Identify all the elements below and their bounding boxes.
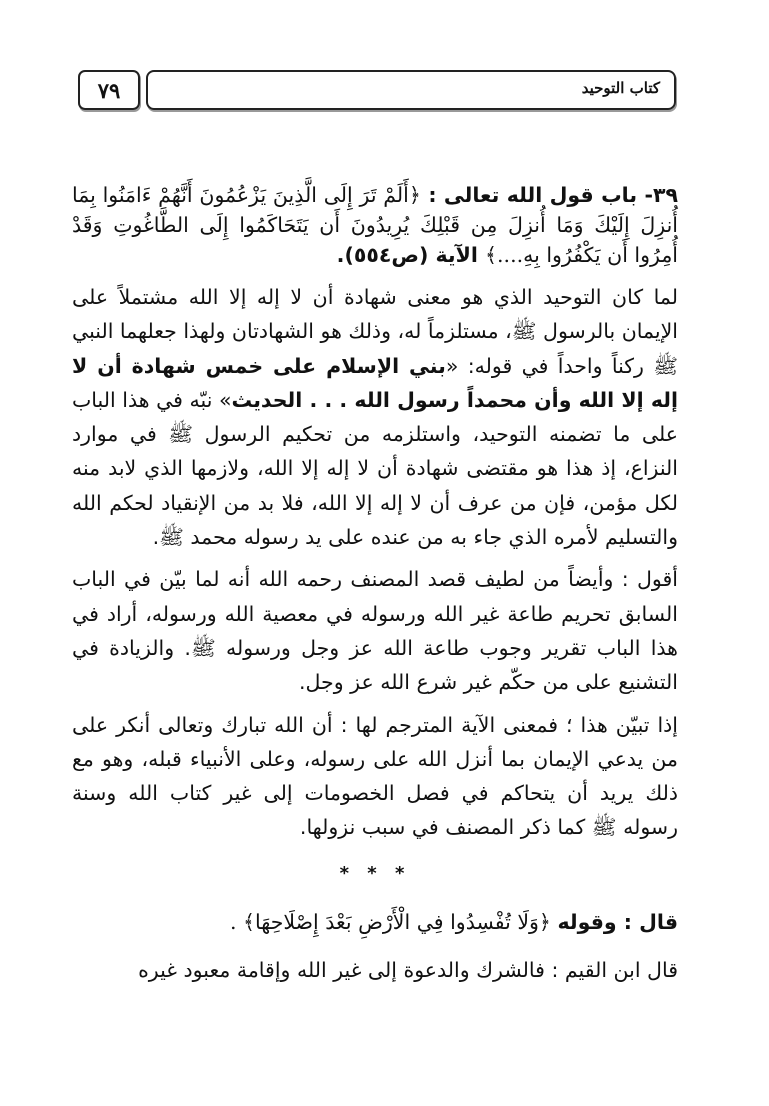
paragraph-3: إذا تبيّن هذا ؛ فمعنى الآية المترجم لها : أن الله تبارك وتعالى أنكر على من يدعي الإيمان بما أنزل الله على رسوله، وعلى الأنبياء قبله، وهو مع ذلك يريد أن يتحاكم في فصل الخصومات إلى غير كتاب الله وسنة رسوله ﷺ كما ذكر المصنف في سبب نزولها. bbox=[72, 712, 678, 840]
last-line: قال ابن القيم : فالشرك والدعوة إلى غير الله وإقامة معبود غيره bbox=[138, 958, 678, 983]
page-header bbox=[0, 70, 769, 115]
paragraph-1-text-b: » نبّه في هذا الباب على ما تضمنه التوحيد، واستلزمه من تحكيم الرسول ﷺ في موارد النزاع، إذ هذا هو مقتضى شهادة أن لا إله إلا الله، ولازمها الذي لابد منه لكل مؤمن، فإن من عرف أن لا إله إلا الله، فلا بد من الإنقياد لحكم الله والتسليم لأمره الذي جاء به من عنده على يد رسوله محمد ﷺ. bbox=[72, 387, 678, 550]
section-separator: * * * bbox=[339, 862, 411, 884]
paragraph-1-text-a: لما كان التوحيد الذي هو معنى شهادة أن لا إله إلا الله مشتملاً على الإيمان بالرسول ﷺ، مستلزماً له، وذلك هو الشهادتان ولهذا جعلهما النبي ﷺ ركناً واحداً في قوله: « bbox=[72, 285, 678, 378]
paragraph-2: أقول : وأيضاً من لطيف قصد المصنف رحمه الله أنه لما بيّن في الباب السابق تحريم طاعة غير الله ورسوله في معصية الله ورسوله، أراد في هذا الباب تقرير وجوب طاعة الله عز وجل ورسوله ﷺ. والزيادة في التشنيع على من حكّم غير شرع الله عز وجل. bbox=[72, 567, 678, 695]
running-title-box bbox=[146, 70, 676, 110]
book-title: كتاب التوحيد bbox=[581, 79, 660, 97]
paragraph-1 bbox=[72, 280, 678, 554]
qal-line bbox=[72, 905, 678, 939]
chapter-title: ٣٩- باب قول الله تعالى : bbox=[428, 183, 679, 207]
page-number: ٧٩ bbox=[78, 70, 140, 110]
chapter-heading bbox=[72, 180, 678, 270]
qal-verse: ﴿وَلَا تُفْسِدُوا فِي الْأَرْضِ بَعْدَ إِصْلَاحِهَا﴾ . bbox=[229, 910, 551, 935]
quran-verse: ﴿أَلَمْ تَرَ إِلَى الَّذِينَ يَزْعُمُونَ أَنَّهُمْ ءَامَنُوا بِمَا أُنزِلَ إِلَيْكَ وَمَا أُنزِلَ مِن قَبْلِكَ يُرِيدُونَ أَن يَتَحَاكَمُوا إِلَى الطَّاغُوتِ وَقَدْ أُمِرُوا أَن يَكْفُرُوا بِهِ....﴾ bbox=[72, 183, 678, 267]
verse-reference: الآية (ص٥٥٤). bbox=[336, 243, 478, 267]
qal-label: قال : وقوله bbox=[557, 910, 678, 935]
page-body bbox=[72, 180, 678, 996]
hadith-quote: بني الإسلام على خمس شهادة أن لا إله إلا الله وأن محمداً رسول الله . . . الحديث bbox=[72, 353, 678, 412]
